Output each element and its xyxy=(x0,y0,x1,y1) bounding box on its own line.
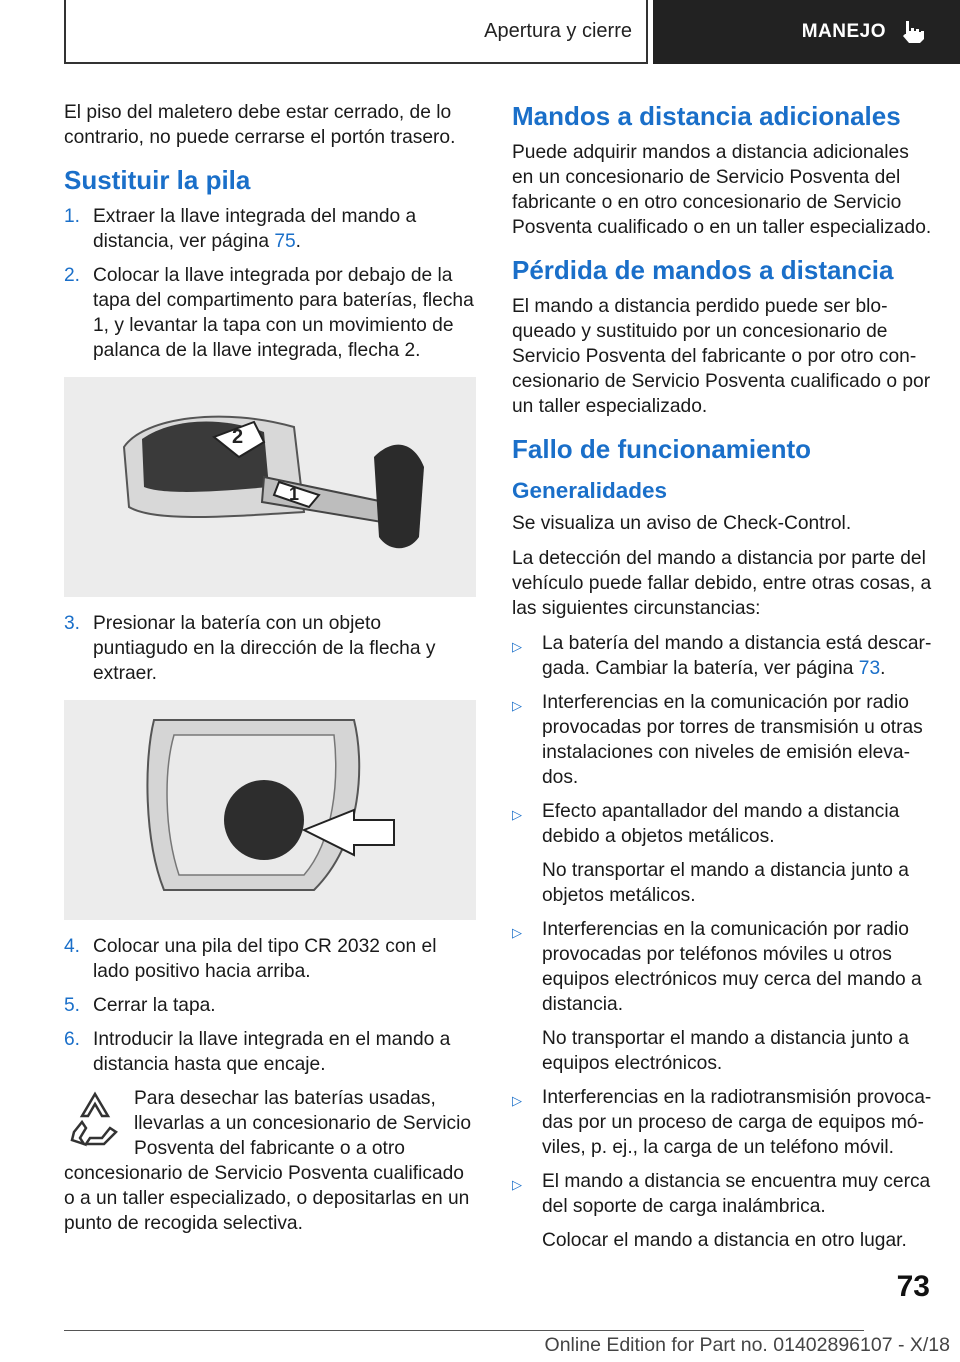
heading-lost-remotes: Pérdida de mandos a distancia xyxy=(512,255,894,285)
step-item xyxy=(64,611,476,686)
steps-list xyxy=(64,204,476,363)
header-section-label: Apertura y cierre xyxy=(484,19,632,42)
step-number: 4. xyxy=(64,936,81,957)
right-column xyxy=(512,100,932,1262)
bullet-text: Interferencias en la radiotransmisión provocadas por un proceso de carga de equipos móviles, p. ej., la carga de un teléfono móvil. xyxy=(542,1087,932,1158)
header-chapter-tab xyxy=(653,0,960,64)
step-number: 1. xyxy=(64,206,81,227)
hand-pointer-icon xyxy=(900,19,926,45)
step-text: Colocar una pila del tipo CR 2032 con el lado positivo hacia arriba. xyxy=(93,936,437,982)
step-text: Colocar la llave integrada por debajo de la tapa del compartimento para baterías, flecha 1, y levantar la tapa con un movimiento de palanca de la llave integrada, flecha 2. xyxy=(93,265,474,361)
left-column xyxy=(64,100,476,1236)
heading-general: Generalidades xyxy=(512,478,668,503)
bullet-arrow-icon: ▷ xyxy=(512,807,522,822)
step-number: 3. xyxy=(64,613,81,634)
step-text: Presionar la batería con un objeto puntiagudo en la dirección de la flecha y extraer. xyxy=(93,613,436,684)
bullet-item xyxy=(512,690,932,790)
step-text: Introducir la llave integrada en el mando a distancia hasta que encaje. xyxy=(93,1029,451,1075)
step-item xyxy=(64,263,476,363)
bullet-item xyxy=(512,631,932,681)
figure-key-open-cover xyxy=(64,377,476,597)
step-number: 2. xyxy=(64,265,81,286)
header-chapter-label: MANEJO xyxy=(801,21,886,42)
step-item xyxy=(64,934,476,984)
paragraph-loss: El mando a distancia perdido puede ser bloqueado y sustituido por un concesionario de Servicio Posventa del fabricante o por otro concesionario de Servicio Posventa cualificado o por un taller especializado. xyxy=(512,296,931,417)
step-item xyxy=(64,993,476,1018)
paragraph-checkcontrol: Se visualiza un aviso de Check-Control. xyxy=(512,513,852,534)
bullet-item xyxy=(512,917,932,1017)
bullet-item xyxy=(512,1169,932,1219)
footer-edition: Online Edition for Part no. 01402896107 - X/18 xyxy=(544,1334,950,1356)
bullet-text: Interferencias en la comunicación por radio provocadas por torres de transmisión u otras instalaciones con niveles de emisión elevados. xyxy=(542,692,923,788)
header-section-tab xyxy=(64,0,648,64)
step-number: 5. xyxy=(64,995,81,1016)
recycle-text: Para desechar las baterías usadas, llevarlas a un concesionario de Servicio Posventa del fabricante o a otro concesionario de Servicio Posventa cualificado o a un taller especializado, o depositarlas en un punto de recogida selectiva. xyxy=(64,1088,472,1234)
bullet-arrow-icon: ▷ xyxy=(512,698,522,713)
recycle-note xyxy=(64,1086,476,1236)
figure-label-2: 2 xyxy=(232,426,244,448)
bullet-item xyxy=(512,799,932,849)
figure-key-battery xyxy=(64,700,476,920)
bullet-subtext: Colocar el mando a distancia en otro lugar. xyxy=(542,1230,907,1251)
step-text: Extraer la llave integrada del mando a distancia, ver página 75. xyxy=(93,206,417,252)
page-ref-link[interactable]: 73 xyxy=(858,658,881,679)
key-battery-cover-illustration xyxy=(64,377,476,597)
heading-replace-battery: Sustituir la pila xyxy=(64,165,251,195)
step-item xyxy=(64,204,476,254)
page-number: 73 xyxy=(896,1270,930,1303)
heading-malfunction: Fallo de funcionamiento xyxy=(512,434,812,464)
bullet-subtext: No transportar el mando a distancia junto a equipos electrónicos. xyxy=(542,1028,909,1074)
bullet-text: Efecto apantallador del mando a distancia debido a objetos metálicos. xyxy=(542,801,900,847)
step-number: 6. xyxy=(64,1029,81,1050)
paragraph-additional: Puede adquirir mandos a distancia adicionales en un concesionario de Servicio Posventa del fabricante o en otro concesionario de Servicio Posventa cualificado o en un taller especializado. xyxy=(512,142,932,238)
intro-paragraph: El piso del maletero debe estar cerrado, de lo contrario, no puede cerrarse el portón trasero. xyxy=(64,102,456,148)
page-ref-link[interactable]: 75 xyxy=(274,231,296,252)
recycle-icon xyxy=(64,1088,126,1150)
bullet-arrow-icon: ▷ xyxy=(512,1177,522,1192)
bullet-arrow-icon: ▷ xyxy=(512,925,522,940)
bullet-arrow-icon: ▷ xyxy=(512,639,522,654)
step-text: Cerrar la tapa. xyxy=(93,995,216,1016)
bullet-arrow-icon: ▷ xyxy=(512,1093,522,1108)
step-item xyxy=(64,1027,476,1077)
paragraph-detection: La detección del mando a distancia por parte del vehículo puede fallar debido, entre otras cosas, a las siguientes circunstancias: xyxy=(512,548,932,619)
bullet-text: El mando a distancia se encuentra muy cerca del soporte de carga inalámbrica. xyxy=(542,1171,931,1217)
bullet-subtext: No transportar el mando a distancia junto a objetos metálicos. xyxy=(542,860,909,906)
bullet-text: La batería del mando a distancia está descargada. Cambiar la batería, ver página 73. xyxy=(542,633,932,679)
key-battery-illustration xyxy=(64,700,476,920)
heading-additional-remotes: Mandos a distancia adicionales xyxy=(512,101,901,131)
footer-divider xyxy=(64,1330,864,1331)
bullet-item xyxy=(512,1085,932,1160)
figure-label-1: 1 xyxy=(289,484,300,504)
bullet-text: Interferencias en la comunicación por radio provocadas por teléfonos móviles u otros equipos electrónicos muy cerca del mando a distancia. xyxy=(542,919,922,1015)
